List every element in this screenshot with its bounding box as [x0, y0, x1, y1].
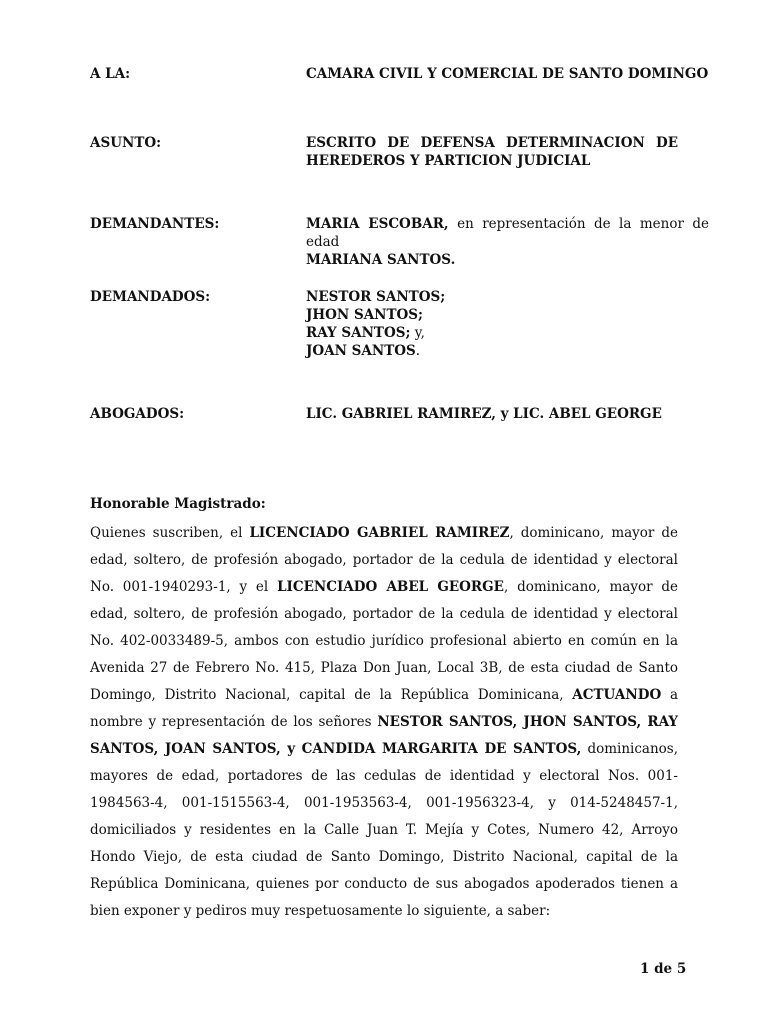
page-number: 1 de 5 [640, 961, 687, 977]
demandados-value [306, 288, 445, 360]
body-text-2: , dominicano, mayor de edad, soltero, de profesión abogado, portador de la cedula de identidad y electoral No. 001-1940293-1, y el [90, 525, 678, 595]
body-text-4: a nombre y representación de los señores [90, 687, 678, 730]
demandado-2: JHON SANTOS; [306, 307, 424, 323]
body-bold-4: NESTOR SANTOS, JHON SANTOS, RAY SANTOS, JOAN SANTOS, y CANDIDA MARGARITA DE SANTOS, [90, 714, 679, 757]
demandantes-line-1 [306, 215, 709, 251]
body-text-1: Quienes suscriben, el [90, 525, 250, 541]
body-bold-2: LICENCIADO ABEL GEORGE [277, 579, 504, 595]
a-la-value: CAMARA CIVIL Y COMERCIAL DE SANTO DOMINGO [306, 66, 709, 82]
demandado-3-conj: y, [410, 325, 425, 341]
demandantes-value [306, 215, 709, 269]
a-la-label: A LA: [90, 66, 131, 82]
demandantes-label: DEMANDANTES: [90, 216, 220, 232]
body-paragraph [90, 520, 678, 925]
abogados-value: LIC. GABRIEL RAMIREZ, y LIC. ABEL GEORGE [306, 406, 662, 422]
demandado-4-line [306, 342, 445, 360]
demandante-name: MARIA ESCOBAR, [306, 216, 449, 232]
demandante-detail: en representación de la menor de edad [306, 216, 709, 250]
demandantes-line-2: MARIANA SANTOS. [306, 252, 456, 268]
asunto-label: ASUNTO: [90, 135, 162, 151]
demandado-3-line [306, 324, 445, 342]
demandado-4: JOAN SANTOS [306, 343, 416, 359]
asunto-value [306, 134, 678, 170]
body-text-5: dominicanos, mayores de edad, portadores de las cedulas de identidad y electoral Nos. 001-1984563-4, 001-1515563-4, 001-1953563-4, 001-1956323-4, y 014-5248457-1, domiciliados y residentes en la Calle Juan T. Mejía y Cotes, Numero 42, Arroyo Hondo Viejo, de esta ciudad de Santo Domingo, Distrito Nacional, capital de la República Dominicana, quienes por conducto de sus abogados apoderados tienen a bien exponer y pediros muy respetuosamente lo siguiente, a saber: [90, 741, 678, 919]
demandado-1: NESTOR SANTOS; [306, 289, 446, 305]
demandado-3: RAY SANTOS; [306, 325, 411, 341]
demandados-label: DEMANDADOS: [90, 289, 211, 305]
body-text-3: , dominicano, mayor de edad, soltero, de profesión abogado, portador de la cedula de identidad y electoral No. 402-0033489-5, ambos con estudio jurídico profesional abierto en común en la Avenida 27 de Febrero No. 415, Plaza Don Juan, Local 3B, de esta ciudad de Santo Domingo, Distrito Nacional, capital de la República Dominicana, [90, 579, 678, 703]
demandado-4-period: . [415, 343, 421, 359]
asunto-line-2: HEREDEROS Y PARTICION JUDICIAL [306, 153, 591, 169]
asunto-line-1: ESCRITO DE DEFENSA DETERMINACION DE [306, 135, 678, 151]
greeting: Honorable Magistrado: [90, 496, 266, 512]
body-bold-3: ACTUANDO [572, 687, 662, 703]
abogados-label: ABOGADOS: [90, 406, 185, 422]
body-bold-1: LICENCIADO GABRIEL RAMIREZ [249, 525, 510, 541]
